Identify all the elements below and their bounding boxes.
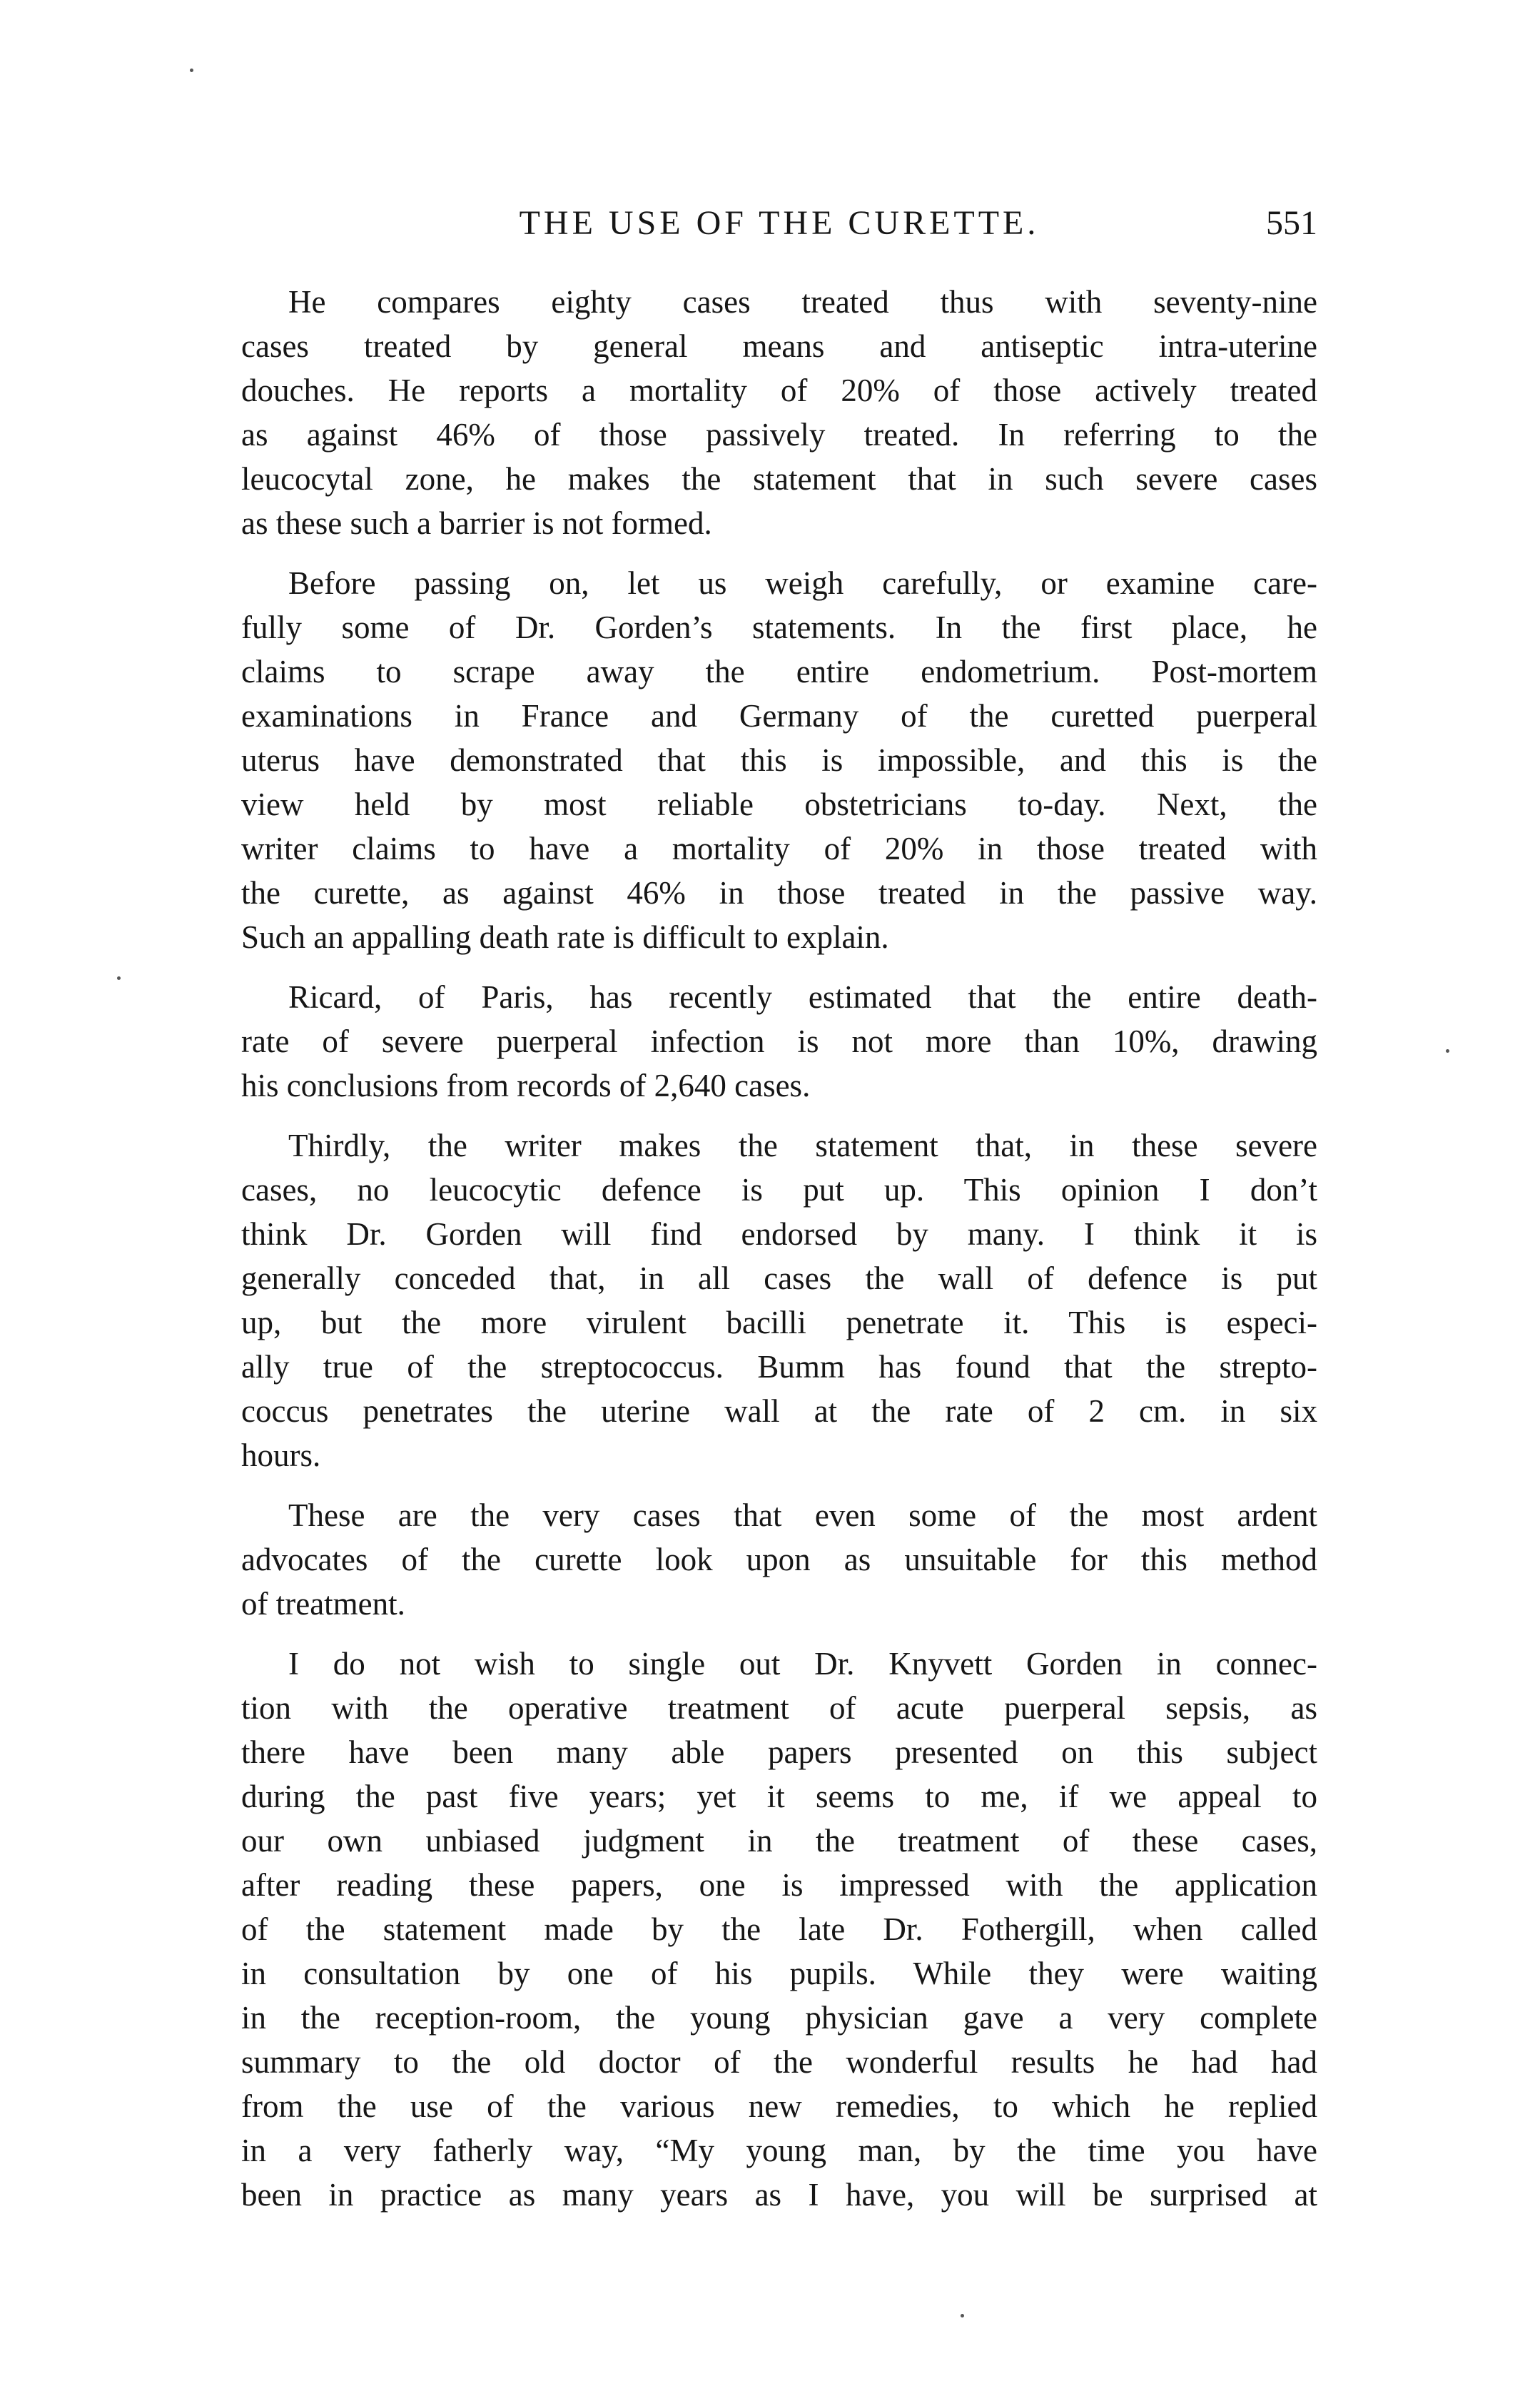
text-line: ally true of the streptococcus. Bumm has found that the strepto-	[241, 1349, 1317, 1385]
paragraph	[241, 561, 1317, 959]
text-line: Thirdly, the writer makes the statement that, in these severe	[288, 1128, 1317, 1163]
text-line: been in practice as many years as I have, you will be surprised at	[241, 2177, 1317, 2213]
text-line: in consultation by one of his pupils. While they were waiting	[241, 1956, 1317, 1991]
text-line: his conclusions from records of 2,640 cases.	[241, 1068, 811, 1103]
text-line: the curette, as against 46% in those treated in the passive way.	[241, 875, 1317, 911]
text-line: there have been many able papers presented on this subject	[241, 1734, 1317, 1770]
text-line: leucocytal zone, he makes the statement that in such severe cases	[241, 461, 1317, 497]
text-line: coccus penetrates the uterine wall at the rate of 2 cm. in six	[241, 1393, 1317, 1429]
text-line: summary to the old doctor of the wonderful results he had had	[241, 2044, 1317, 2080]
text-line: think Dr. Gorden will find endorsed by many. I think it is	[241, 1216, 1317, 1252]
text-line: advocates of the curette look upon as unsuitable for this method	[241, 1542, 1317, 1577]
text-line: Before passing on, let us weigh carefully, or examine care-	[288, 565, 1317, 601]
text-line: tion with the operative treatment of acute puerperal sepsis, as	[241, 1690, 1317, 1726]
scan-speck	[190, 69, 193, 72]
text-line: during the past five years; yet it seems to me, if we appeal to	[241, 1779, 1317, 1814]
text-line: Such an appalling death rate is difficult to explain.	[241, 919, 889, 955]
running-title: THE USE OF THE CURETTE.	[519, 204, 1040, 242]
text-line: examinations in France and Germany of the curetted puerperal	[241, 698, 1317, 734]
text-line: He compares eighty cases treated thus with seventy-nine	[288, 284, 1317, 320]
paragraph	[241, 1642, 1317, 2217]
text-line: hours.	[241, 1437, 321, 1473]
scan-speck	[1446, 1049, 1449, 1053]
text-line: up, but the more virulent bacilli penetrate it. This is especi-	[241, 1305, 1317, 1340]
text-line: of treatment.	[241, 1586, 405, 1622]
text-line: douches. He reports a mortality of 20% of those actively treated	[241, 373, 1317, 408]
text-line: our own unbiased judgment in the treatment of these cases,	[241, 1823, 1317, 1859]
running-head	[241, 198, 1317, 248]
text-line: in a very fatherly way, “My young man, by the time you have	[241, 2133, 1317, 2168]
text-line: as these such a barrier is not formed.	[241, 505, 712, 541]
text-line: I do not wish to single out Dr. Knyvett Gorden in connec-	[288, 1646, 1317, 1682]
paragraph	[241, 1123, 1317, 1477]
text-line: from the use of the various new remedies, to which he replied	[241, 2088, 1317, 2124]
text-line: Ricard, of Paris, has recently estimated that the entire death-	[288, 979, 1317, 1015]
scan-speck	[117, 976, 121, 980]
text-line: of the statement made by the late Dr. Fothergill, when called	[241, 1911, 1317, 1947]
text-line: generally conceded that, in all cases the wall of defence is put	[241, 1260, 1317, 1296]
text-line: fully some of Dr. Gorden’s statements. In the first place, he	[241, 610, 1317, 645]
text-line: writer claims to have a mortality of 20% in those treated with	[241, 831, 1317, 866]
text-line: view held by most reliable obstetricians to-day. Next, the	[241, 787, 1317, 822]
text-line: uterus have demonstrated that this is impossible, and this is the	[241, 742, 1317, 778]
page-number: 551	[1266, 204, 1317, 242]
text-line: claims to scrape away the entire endometrium. Post-mortem	[241, 654, 1317, 689]
text-line: cases, no leucocytic defence is put up. This opinion I don’t	[241, 1172, 1317, 1208]
paragraph	[241, 1493, 1317, 1626]
paragraph	[241, 975, 1317, 1108]
text-line: rate of severe puerperal infection is not more than 10%, drawing	[241, 1023, 1317, 1059]
text-line: cases treated by general means and antiseptic intra-uterine	[241, 328, 1317, 364]
text-line: after reading these papers, one is impressed with the application	[241, 1867, 1317, 1903]
text-line: as against 46% of those passively treated. In referring to the	[241, 417, 1317, 453]
text-line: These are the very cases that even some of the most ardent	[288, 1497, 1317, 1533]
paragraph	[241, 280, 1317, 545]
text-line: in the reception-room, the young physician gave a very complete	[241, 2000, 1317, 2036]
body-text	[241, 280, 1317, 2217]
scan-speck	[961, 2314, 964, 2317]
document-page	[241, 198, 1317, 2233]
